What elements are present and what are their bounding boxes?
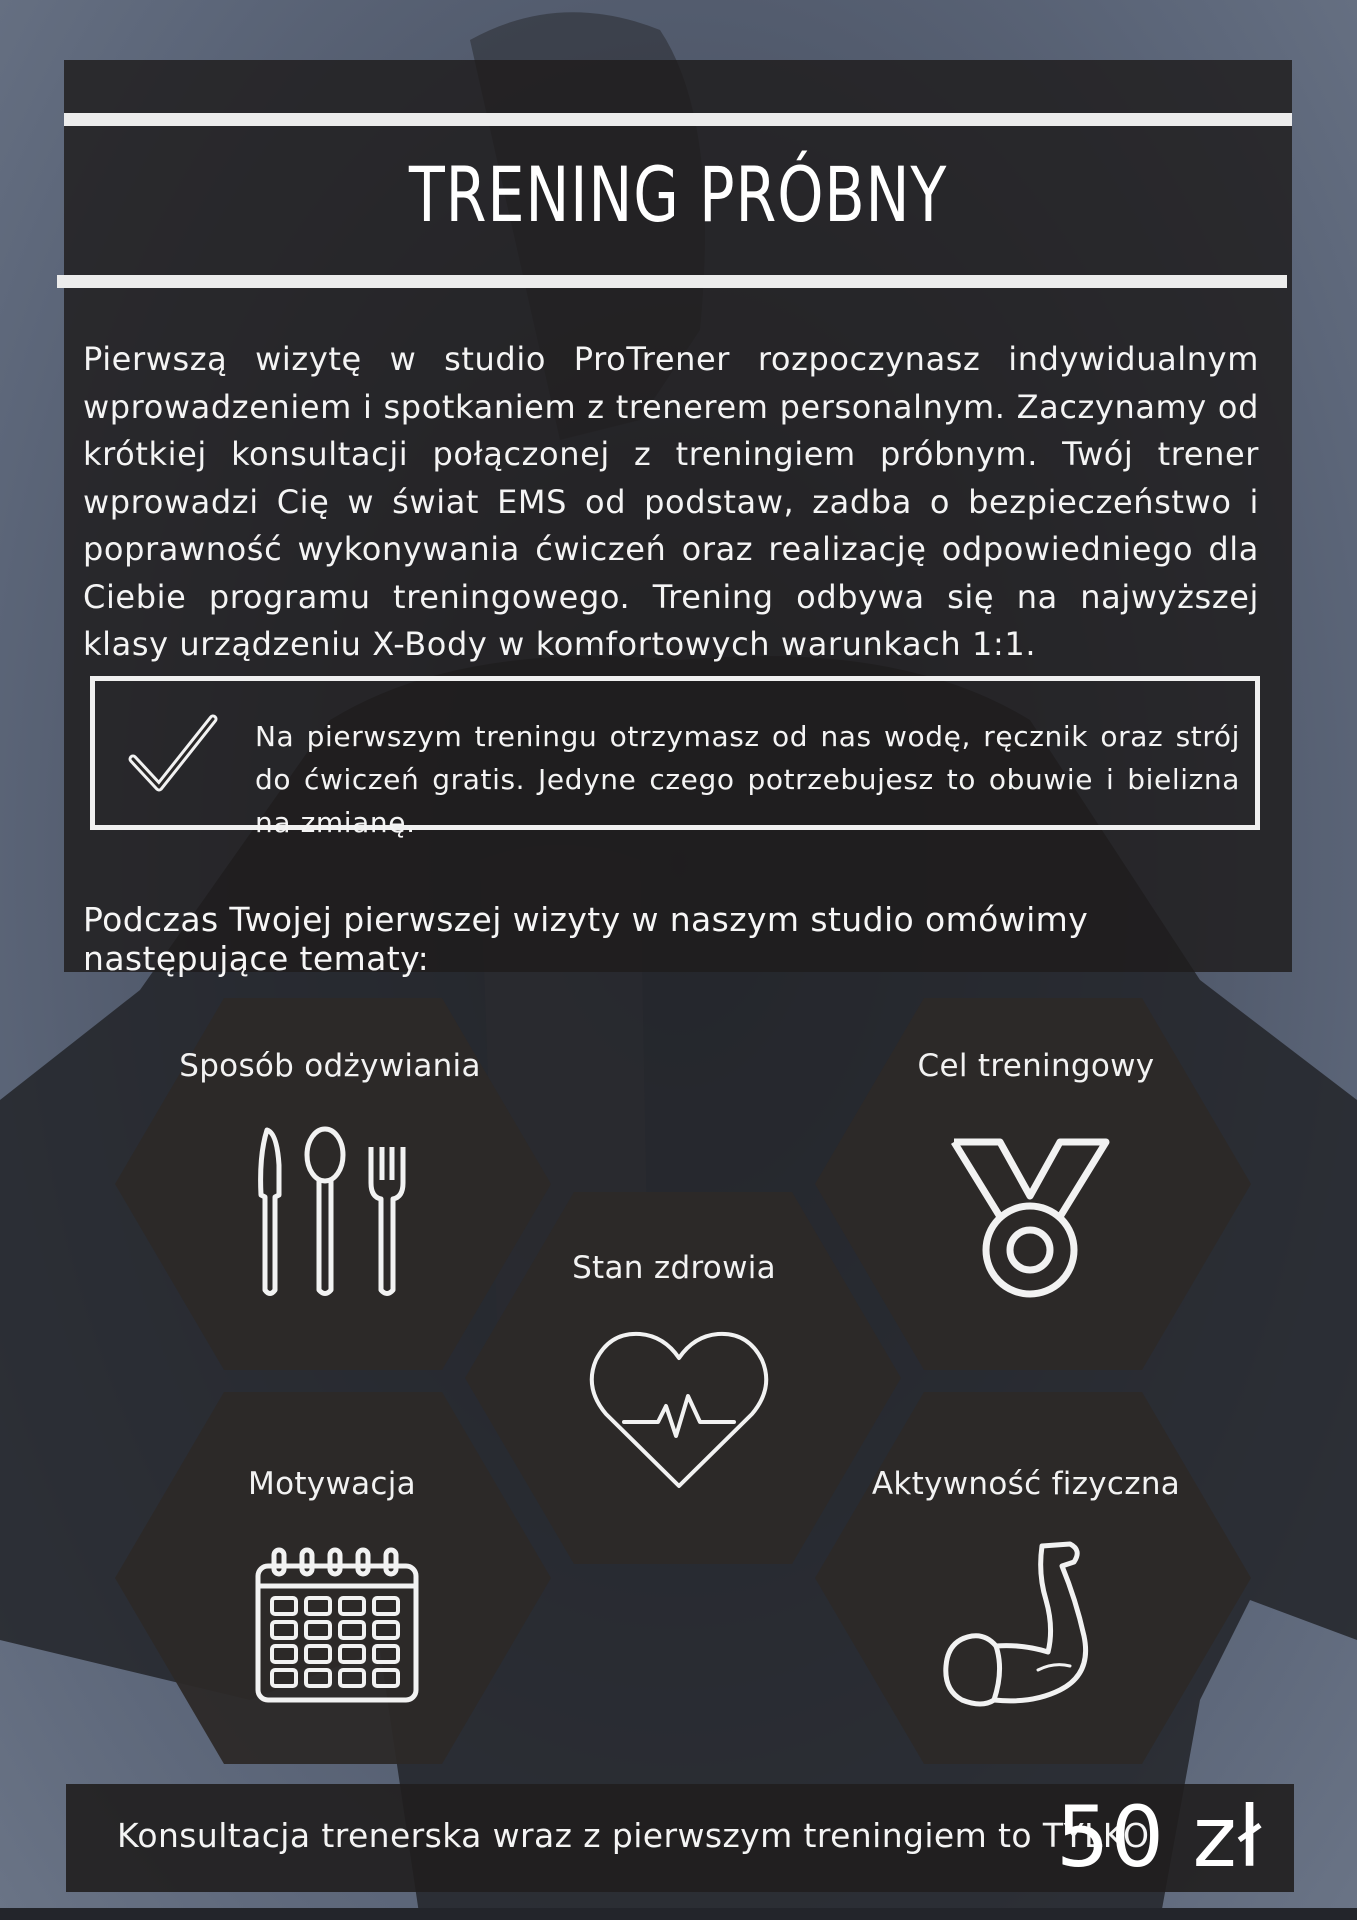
flexed-arm-icon <box>942 1540 1118 1710</box>
checkmark-icon <box>125 709 221 799</box>
topics-lead: Podczas Twojej pierwszej wizyty w naszym studio omówimy następujące tematy: <box>83 900 1089 978</box>
price-caption: Konsultacja trenerska wraz z pierwszym treningiem to TYLKO <box>117 1816 1150 1855</box>
bottom-strip <box>0 1908 1357 1920</box>
topic-label-activity: Aktywność fizyczna <box>871 1466 1181 1502</box>
notice-box <box>90 676 1260 839</box>
title-rule-bottom <box>57 275 1287 288</box>
intro-paragraph: Pierwszą wizytę w studio ProTrener rozpoczynasz indywidualnym wprowadzeniem i spotkaniem z trenerem personalnym. Zaczynamy od krótkiej konsultacji połączonej z treningiem próbnym. Twój trener wprowadzi Cię w świat EMS od podstaw, zadba o bezpieczeństwo i poprawność wykonywania ćwiczeń oraz realizację odpowiedniego dla Ciebie programu treningowego. Trening odbywa się na najwyższej klasy urządzeniu X-Body w komfortowych warunkach 1:1. <box>83 340 1259 663</box>
page-title: TRENING PRÓBNY <box>408 150 948 239</box>
topic-label-motivation: Motywacja <box>248 1466 416 1502</box>
price-footer <box>66 1784 1294 1892</box>
topic-label-goal: Cel treningowy <box>917 1048 1155 1084</box>
price-value: 50 zł <box>1056 1788 1263 1886</box>
title-rule-top <box>64 113 1292 126</box>
topic-label-nutrition: Sposób odżywiania <box>179 1048 481 1084</box>
calendar-icon <box>254 1546 420 1704</box>
cutlery-icon <box>255 1125 410 1300</box>
topic-label-health: Stan zdrowia <box>572 1250 776 1286</box>
notice-text: Na pierwszym treningu otrzymasz od nas wodę, ręcznik oraz strój do ćwiczeń gratis. Jedyne czego potrzebujesz to obuwie i bielizna na zmianę. <box>255 720 1240 839</box>
heartbeat-icon <box>588 1328 770 1492</box>
medal-icon <box>950 1138 1110 1300</box>
